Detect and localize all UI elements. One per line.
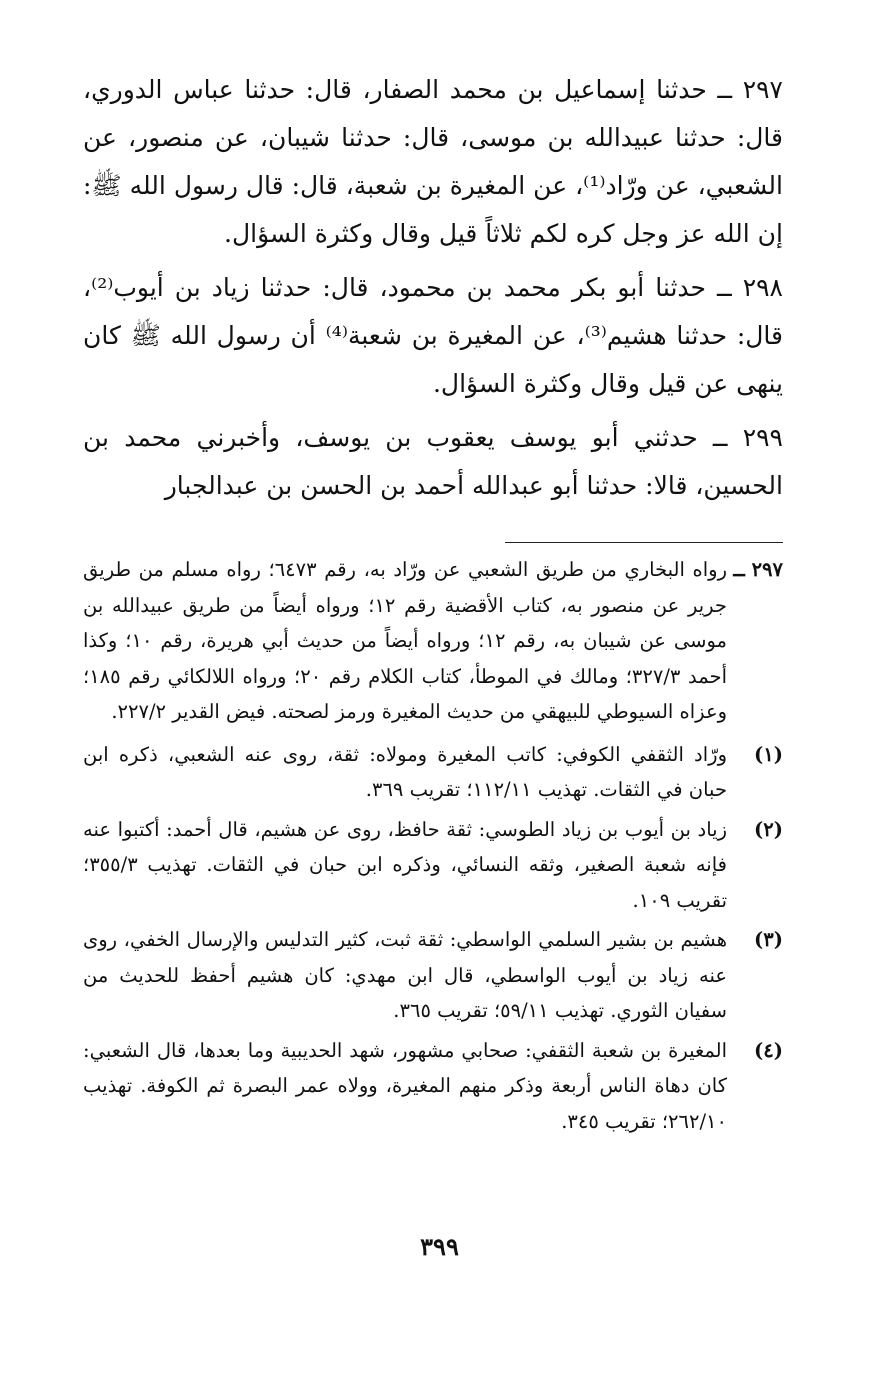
footnote-2 <box>83 812 783 919</box>
footnote-1-number: (١) <box>754 742 783 766</box>
hadith-297: ٢٩٧ ــ حدثنا إسماعيل بن محمد الصفار، قال: حدثنا عباس الدوري، قال: حدثنا عبيدالله بن موسى، قال: حدثنا شيبان، عن منصور، عن الشعبي، عن ورّاد⁽¹⁾، عن المغيرة بن شعبة، قال: قال رسول الله ﷺ: إن الله عز وجل كره لكم ثلاثاً قيل وقال وكثرة السؤال. <box>83 75 783 248</box>
takhrij-number: ٢٩٧ ــ <box>733 558 783 581</box>
footnote-3-text: هشيم بن بشير السلمي الواسطي: ثقة ثبت، كثير التدليس والإرسال الخفي، روى عنه زياد بن أيوب الواسطي، قال ابن مهدي: كان هشيم أحفظ للحديث من سفيان الثوري. تهذيب ٥٩/١١؛ تقريب ٣٦٥. <box>83 928 727 1022</box>
footnote-1-text: ورّاد الثقفي الكوفي: كاتب المغيرة ومولاه: ثقة، روى عنه الشعبي، ذكره ابن حبان في الثقات. تهذيب ١١٢/١١؛ تقريب ٣٦٩. <box>83 742 727 801</box>
footnote-1 <box>83 737 783 808</box>
footnotes-section <box>83 552 783 1139</box>
footnote-2-text: زياد بن أيوب بن زياد الطوسي: ثقة حافظ، روى عن هشيم، قال أحمد: أكتبوا عنه فإنه شعبة الصغير، وثقه النسائي، وذكره ابن حبان في الثقات. تهذيب ٣٥٥/٣؛ تقريب ١٠٩. <box>83 817 727 912</box>
footnote-4-text: المغيرة بن شعبة الثقفي: صحابي مشهور، شهد الحديبية وما بعدها، قال الشعبي: كان دهاة الناس أربعة وذكر منهم المغيرة، وولاه عمر البصرة ثم الكوفة. تهذيب ٢٦٢/١٠؛ تقريب ٣٤٥. <box>83 1038 727 1133</box>
footnote-3 <box>83 922 783 1029</box>
footnote-4 <box>83 1033 783 1140</box>
takhrij-note <box>83 552 783 730</box>
main-text <box>83 66 783 510</box>
page-number: ٣٩٩ <box>420 1232 459 1261</box>
hadith-299: ٢٩٩ ــ حدثني أبو يوسف يعقوب بن يوسف، وأخبرني محمد بن الحسين، قالا: حدثنا أبو عبدالله أحمد بن الحسن بن عبدالجبار <box>83 423 783 500</box>
footnote-3-number: (٣) <box>754 928 783 951</box>
footnote-2-number: (٢) <box>754 817 783 841</box>
takhrij-text: رواه البخاري من طريق الشعبي عن ورّاد به، رقم ٦٤٧٣؛ رواه مسلم من طريق جرير عن منصور به، كتاب الأقضية رقم ١٢؛ ورواه أيضاً من طريق عبيدالله بن موسى عن شيبان به، رقم ١٢؛ ورواه أيضاً من حديث أبي هريرة، رقم ١٠؛ وكذا أحمد ٣٢٧/٣؛ ومالك في الموطأ، كتاب الكلام رقم ٢٠؛ ورواه اللالكائي رقم ١٨٥؛ وعزاه السيوطي للبيهقي من حديث المغيرة ورمز لصحته. فيض القدير ٢٢٧/٢. <box>83 558 727 723</box>
footnote-4-number: (٤) <box>754 1038 783 1062</box>
hadith-298: ٢٩٨ ــ حدثنا أبو بكر محمد بن محمود، قال: حدثنا زياد بن أيوب⁽²⁾، قال: حدثنا هشيم⁽³⁾، عن المغيرة بن شعبة⁽⁴⁾ أن رسول الله ﷺ كان ينهى عن قيل وقال وكثرة السؤال. <box>83 273 783 398</box>
footnote-separator <box>505 542 783 543</box>
